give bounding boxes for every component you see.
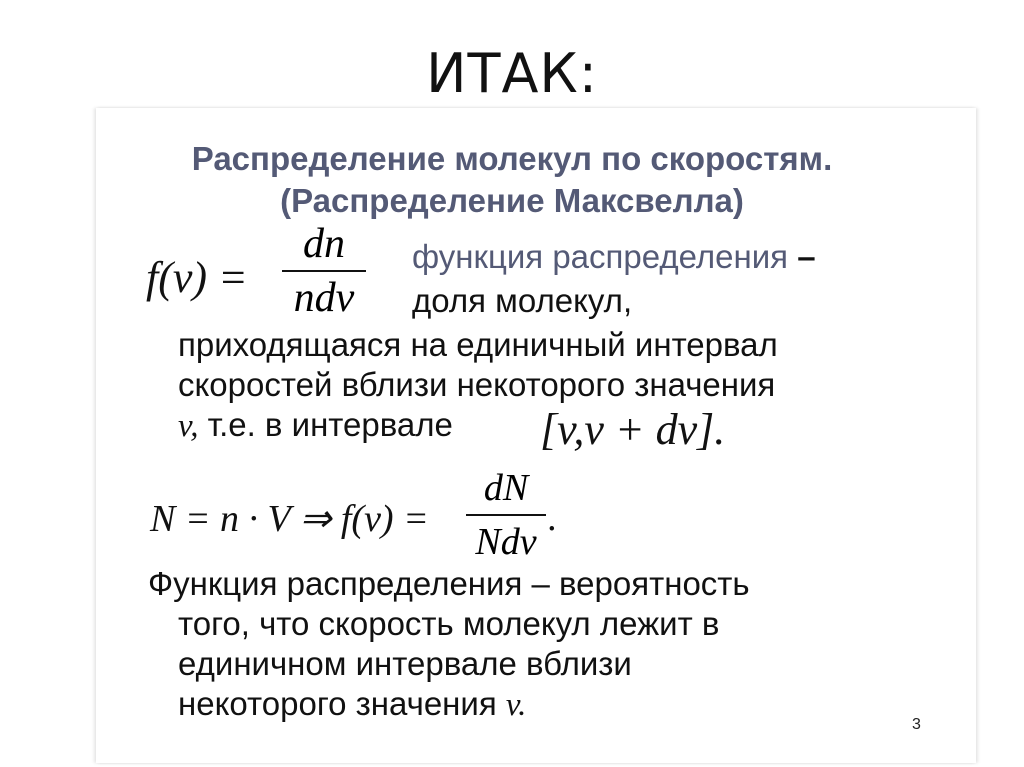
definition-term: функция распределения [412, 238, 789, 275]
equation-2-fraction [466, 466, 546, 564]
heading-line-1: Распределение молекул по скоростям. [191, 140, 833, 177]
heading-line-2: (Распределение Максвелла) [280, 182, 744, 219]
definition-line-5-text: т.е. в интервале [198, 406, 453, 443]
definition-dash: – [788, 238, 816, 275]
page-number: 3 [912, 716, 921, 733]
equation-1-denominator: ndv [293, 275, 355, 321]
equation-2-period: . [548, 497, 558, 539]
equation-2-lhs: N = n · V ⇒ f(v) = [150, 498, 429, 540]
equation-2-denominator: Ndv [475, 521, 537, 563]
interval-expression: [v,v + dv]. [540, 405, 726, 454]
equation-1-fraction [282, 222, 366, 320]
definition-line-4: скоростей вблизи некоторого значения [178, 366, 776, 403]
probability-line-1: Функция распределения – вероятность [148, 565, 750, 602]
equation-2-numerator: dN [483, 467, 529, 509]
probability-line-2: того, что скорость молекул лежит в [178, 605, 720, 642]
definition-line-2: доля молекул, [412, 282, 633, 319]
slide-title: ИТАК: [426, 42, 598, 105]
fraction-bar [466, 514, 546, 516]
fraction-bar [282, 270, 366, 272]
definition-line-1 [412, 238, 816, 276]
probability-line-4-text: некоторого значения [178, 685, 506, 722]
definition-line-5 [178, 406, 453, 445]
probability-v-symbol: v. [505, 687, 527, 723]
probability-line-4 [178, 685, 526, 724]
equation-1-lhs: f(v) = [146, 253, 248, 302]
definition-v-symbol: v, [178, 408, 199, 444]
probability-line-3: единичном интервале вблизи [178, 645, 632, 682]
equation-1-numerator: dn [303, 221, 345, 267]
definition-line-3: приходящаяся на единичный интервал [178, 326, 778, 363]
